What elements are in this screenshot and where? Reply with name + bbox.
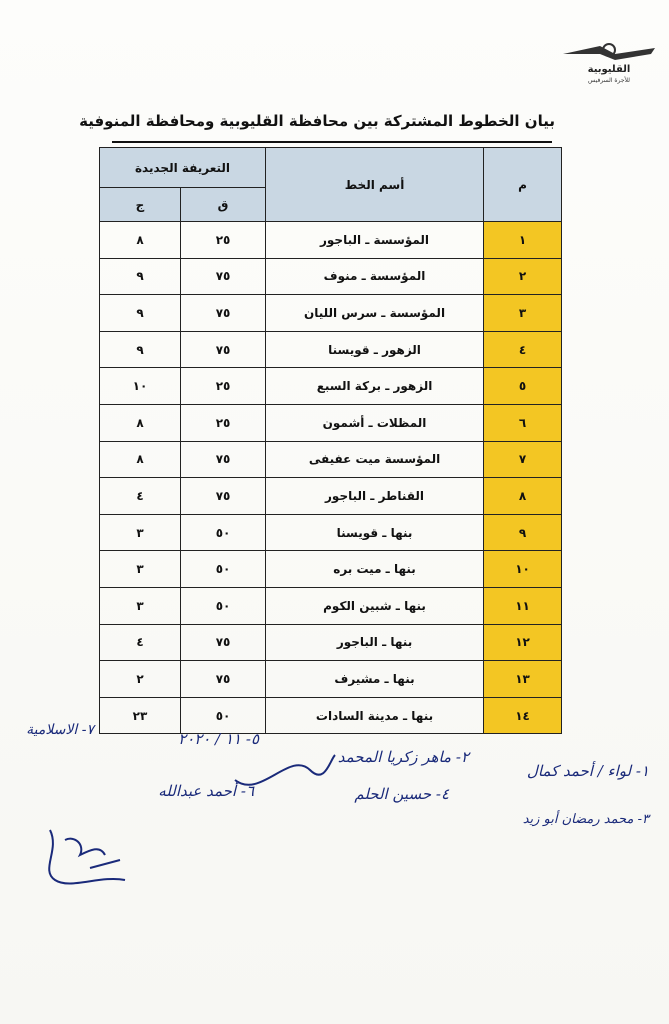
row-line-name: الزهور ـ قويسنا bbox=[266, 331, 484, 368]
signatures-area bbox=[0, 700, 669, 1000]
row-number: ٧ bbox=[484, 441, 562, 478]
signature-2: ٢- ماهر زكريا المحمد bbox=[337, 748, 469, 766]
row-number: ١ bbox=[484, 222, 562, 259]
header-tariff: التعريفة الجديدة bbox=[100, 148, 266, 188]
lines-table bbox=[99, 147, 562, 734]
row-line-name: الزهور ـ بركة السبع bbox=[266, 368, 484, 405]
row-line-name: بنها ـ مشيرف bbox=[266, 661, 484, 698]
signature-7: ٧- الاسلامية bbox=[26, 722, 94, 738]
row-piaster: ٥٠ bbox=[181, 587, 266, 624]
row-piaster: ٧٥ bbox=[181, 295, 266, 332]
table-row bbox=[100, 514, 562, 551]
row-pound: ٣ bbox=[100, 551, 181, 588]
row-line-name: بنها ـ مدينة السادات bbox=[266, 697, 484, 734]
table-row bbox=[100, 331, 562, 368]
signature-6: ٦- أحمد عبدالله bbox=[158, 782, 254, 800]
row-piaster: ٧٥ bbox=[181, 661, 266, 698]
row-line-name: القناطر ـ الباجور bbox=[266, 478, 484, 515]
row-number: ٥ bbox=[484, 368, 562, 405]
row-line-name: بنها ـ شبين الكوم bbox=[266, 587, 484, 624]
title-underline bbox=[112, 141, 552, 143]
row-number: ١٢ bbox=[484, 624, 562, 661]
row-line-name: المؤسسة ـ الباجور bbox=[266, 222, 484, 259]
row-number: ١٤ bbox=[484, 697, 562, 734]
table-row bbox=[100, 258, 562, 295]
row-piaster: ٧٥ bbox=[181, 478, 266, 515]
row-number: ٦ bbox=[484, 404, 562, 441]
logo-name: القليوبية bbox=[587, 64, 631, 75]
row-number: ١١ bbox=[484, 587, 562, 624]
row-number: ٩ bbox=[484, 514, 562, 551]
table-row bbox=[100, 478, 562, 515]
row-number: ٢ bbox=[484, 258, 562, 295]
header-pound: ج bbox=[100, 188, 181, 222]
signature-5: ٥- ١١ / ٢٠٢٠ bbox=[178, 730, 259, 748]
signature-3: ٣- محمد رمضان أبو زيد bbox=[522, 812, 649, 827]
row-pound: ١٠ bbox=[100, 368, 181, 405]
row-number: ١٠ bbox=[484, 551, 562, 588]
header-piaster: ق bbox=[181, 188, 266, 222]
row-piaster: ٥٠ bbox=[181, 514, 266, 551]
row-pound: ٢٣ bbox=[100, 697, 181, 734]
handwritten-scribble-mark bbox=[230, 740, 340, 810]
row-pound: ٨ bbox=[100, 222, 181, 259]
signature-1: ١- لواء / أحمد كمال bbox=[526, 762, 649, 780]
row-pound: ٩ bbox=[100, 331, 181, 368]
row-pound: ٨ bbox=[100, 404, 181, 441]
row-pound: ٣ bbox=[100, 587, 181, 624]
table-row bbox=[100, 624, 562, 661]
header-num: م bbox=[484, 148, 562, 222]
row-line-name: المؤسسة ـ منوف bbox=[266, 258, 484, 295]
row-line-name: بنها ـ ميت بره bbox=[266, 551, 484, 588]
row-piaster: ٢٥ bbox=[181, 222, 266, 259]
logo-subtitle: للأجرة السرفيس bbox=[588, 77, 630, 84]
table-row bbox=[100, 587, 562, 624]
company-logo bbox=[555, 40, 665, 85]
handwritten-signature-mark bbox=[30, 820, 150, 900]
row-pound: ٤ bbox=[100, 478, 181, 515]
row-line-name: المظلات ـ أشمون bbox=[266, 404, 484, 441]
row-pound: ٣ bbox=[100, 514, 181, 551]
document-title: بيان الخطوط المشتركة بين محافظة القليوبية ومحافظة المنوفية bbox=[79, 112, 555, 130]
row-piaster: ٢٥ bbox=[181, 404, 266, 441]
row-piaster: ٧٥ bbox=[181, 331, 266, 368]
table-row bbox=[100, 222, 562, 259]
table-row bbox=[100, 661, 562, 698]
row-number: ١٣ bbox=[484, 661, 562, 698]
row-pound: ٤ bbox=[100, 624, 181, 661]
row-piaster: ٧٥ bbox=[181, 258, 266, 295]
table-row bbox=[100, 295, 562, 332]
table-row bbox=[100, 404, 562, 441]
row-line-name: المؤسسة ميت عفيفى bbox=[266, 441, 484, 478]
row-piaster: ٥٠ bbox=[181, 697, 266, 734]
row-number: ٤ bbox=[484, 331, 562, 368]
row-number: ٣ bbox=[484, 295, 562, 332]
row-piaster: ٧٥ bbox=[181, 441, 266, 478]
table-row bbox=[100, 551, 562, 588]
header-line-name: أسم الخط bbox=[266, 148, 484, 222]
table-row bbox=[100, 368, 562, 405]
row-pound: ٩ bbox=[100, 258, 181, 295]
row-line-name: بنها ـ قويسنا bbox=[266, 514, 484, 551]
signature-4: ٤- حسين الحلم bbox=[354, 785, 449, 803]
row-pound: ٢ bbox=[100, 661, 181, 698]
table-row bbox=[100, 441, 562, 478]
row-number: ٨ bbox=[484, 478, 562, 515]
row-pound: ٨ bbox=[100, 441, 181, 478]
row-piaster: ٢٥ bbox=[181, 368, 266, 405]
row-piaster: ٧٥ bbox=[181, 624, 266, 661]
row-line-name: بنها ـ الباجور bbox=[266, 624, 484, 661]
table-body bbox=[100, 222, 562, 734]
row-pound: ٩ bbox=[100, 295, 181, 332]
row-line-name: المؤسسة ـ سرس الليان bbox=[266, 295, 484, 332]
row-piaster: ٥٠ bbox=[181, 551, 266, 588]
